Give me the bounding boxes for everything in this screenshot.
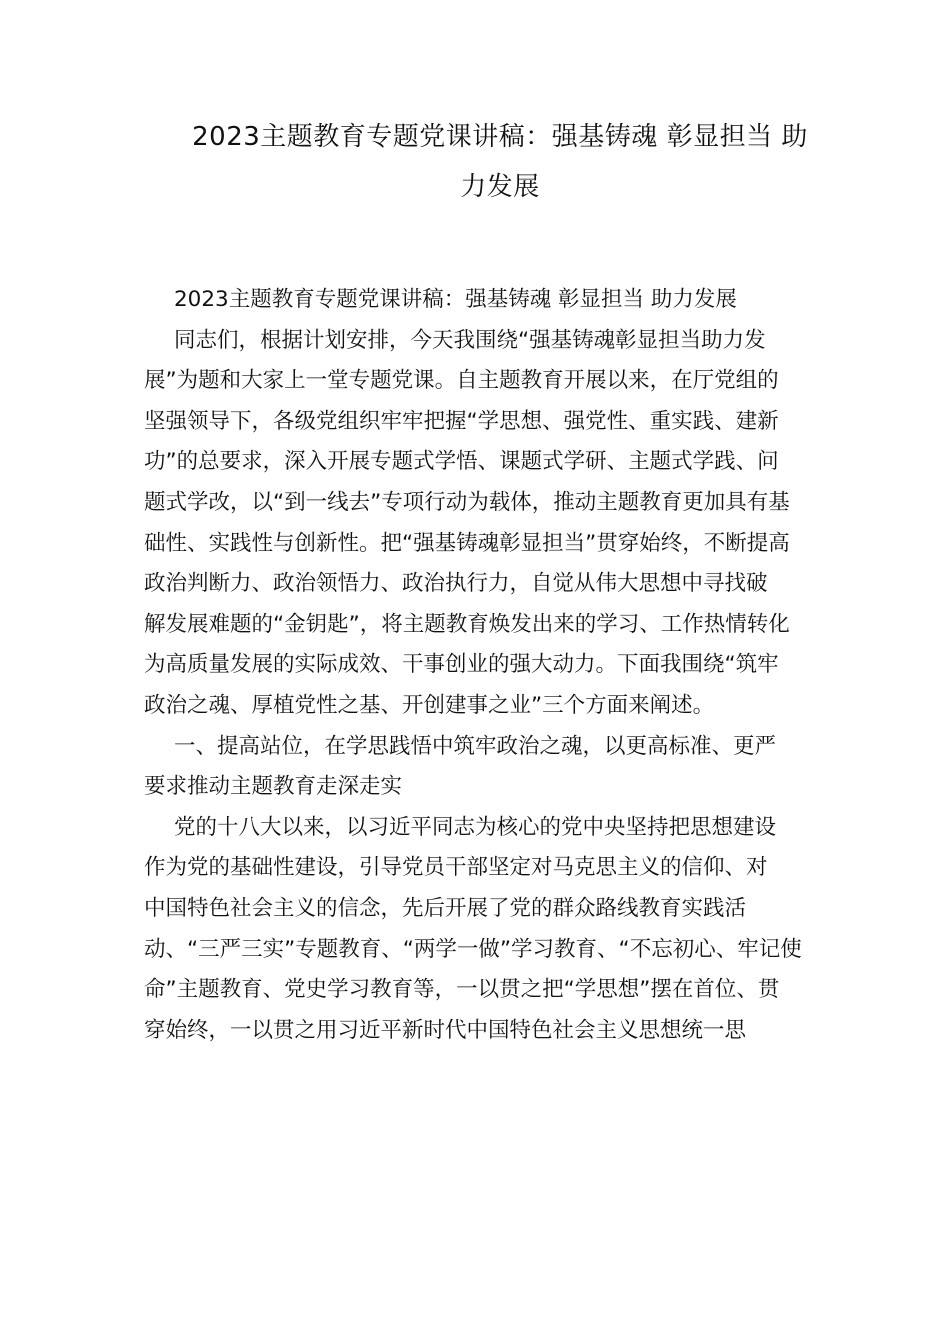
document-title [150, 112, 850, 212]
text-line: 同志们，根据计划安排，今天我围绕“强基铸魂彰显担当助力发 [174, 327, 766, 353]
subtitle-paragraph [144, 280, 812, 321]
text-line: 解发展难题的“金钥匙”，将主题教育焕发出来的学习、工作热情转化 [144, 611, 790, 637]
text-line: 一、提高站位，在学思践悟中筑牢政治之魂，以更高标准、更严 [174, 733, 777, 759]
text-line: 2023主题教育专题党课讲稿：强基铸魂 彰显担当 助力发展 [174, 287, 737, 312]
text-line: 命”主题教育、党史学习教育等，一以贯之把“学思想”摆在首位、贯 [144, 977, 780, 1003]
intro-paragraph [144, 321, 812, 727]
title-line: 2023主题教育专题党课讲稿：强基铸魂 彰显担当 助 [192, 122, 808, 152]
body-paragraph [144, 808, 812, 1052]
text-line: 要求推动主题教育走深走实 [144, 774, 403, 800]
text-line: 动、“三严三实”专题教育、“两学一做”学习教育、“不忘初心、牢记使 [144, 936, 802, 962]
text-line: 题式学改，以“到一线去”专项行动为载体，推动主题教育更加具有基 [144, 489, 790, 515]
text-line: 穿始终，一以贯之用习近平新时代中国特色社会主义思想统一思 [144, 1017, 747, 1043]
text-line: 政治之魂、厚植党性之基、开创建事之业”三个方面来阐述。 [144, 692, 715, 718]
text-line: 础性、实践性与创新性。把“强基铸魂彰显担当”贯穿始终，不断提高 [144, 530, 790, 556]
text-line: 作为党的基础性建设，引导党员干部坚定对马克思主义的信仰、对 [144, 855, 768, 881]
text-line: 为高质量发展的实际成效、干事创业的强大动力。下面我围绕“筑牢 [144, 652, 779, 678]
text-line: 政治判断力、政治领悟力、政治执行力，自觉从伟大思想中寻找破 [144, 571, 768, 597]
text-line: 展”为题和大家上一堂专题党课。自主题教育开展以来，在厅党组的 [144, 368, 779, 394]
section-heading [144, 727, 812, 808]
text-line: 党的十八大以来，以习近平同志为核心的党中央坚持把思想建设 [174, 814, 777, 840]
text-line: 坚强领导下，各级党组织牢牢把握“学思想、强党性、重实践、建新 [144, 408, 779, 434]
title-line: 力发展 [460, 172, 540, 202]
document-body [144, 280, 812, 1051]
text-line: 中国特色社会主义的信念，先后开展了党的群众路线教育实践活 [144, 895, 747, 921]
text-line: 功”的总要求，深入开展专题式学悟、课题式学研、主题式学践、问 [144, 449, 779, 475]
